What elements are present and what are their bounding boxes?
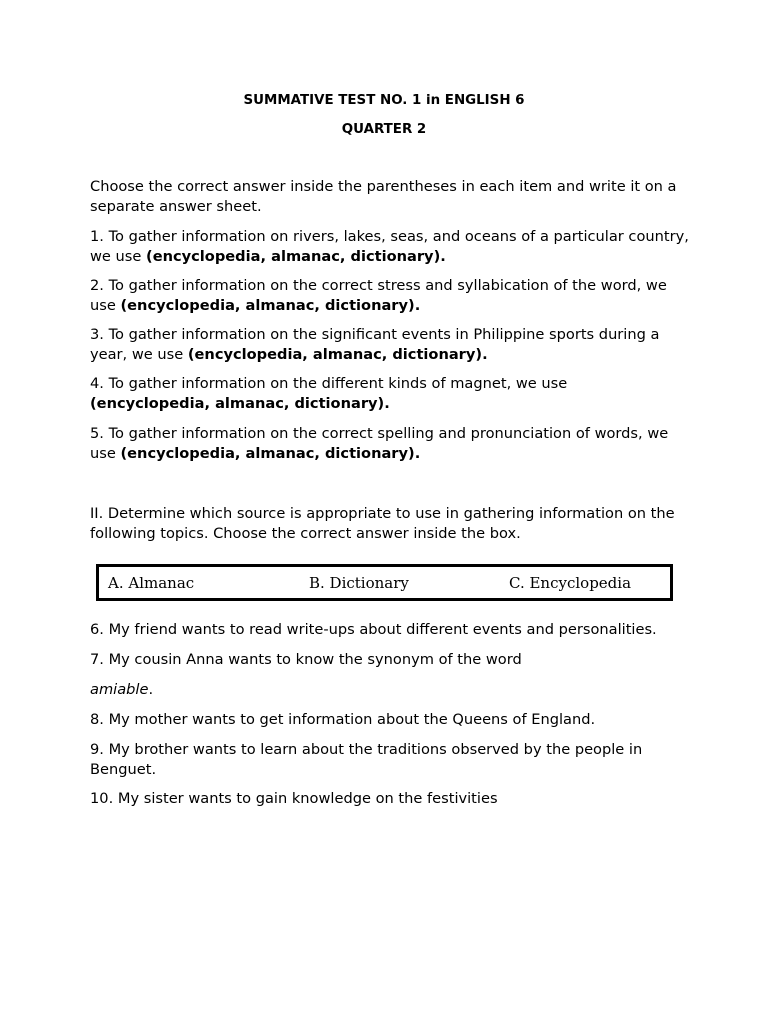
question-text: 1. To gather information on rivers, lakes, seas, and oceans of a particular country, we use	[90, 228, 689, 265]
choice-almanac: A. Almanac	[108, 574, 195, 592]
question-text: 4. To gather information on the different kinds of magnet, we use	[90, 375, 568, 392]
question-choices: (encyclopedia, almanac, dictionary).	[120, 296, 421, 314]
question-6: 6. My friend wants to read write-ups about different events and personalities.	[90, 621, 657, 638]
question-text: 5. To gather information on the correct spelling and pronunciation of words, we use	[90, 425, 669, 462]
question-1	[90, 227, 690, 266]
question-choices: (encyclopedia, almanac, dictionary).	[120, 444, 421, 462]
question-choices: (encyclopedia, almanac, dictionary).	[146, 247, 446, 265]
choice-dictionary: B. Dictionary	[309, 574, 409, 592]
question-4	[90, 374, 610, 413]
question-8: 8. My mother wants to get information about the Queens of England.	[90, 711, 596, 728]
question-7: 7. My cousin Anna wants to know the synonym of the word	[90, 651, 522, 668]
question-3	[90, 325, 690, 364]
question-choices: (encyclopedia, almanac, dictionary).	[90, 394, 390, 412]
question-text: 3. To gather information on the significant events in Philippine sports during a year, we use	[90, 326, 660, 363]
question-text: 2. To gather information on the correct stress and syllabication of the word, we use	[90, 277, 667, 314]
question-5	[90, 424, 690, 463]
vocabulary-word: amiable	[90, 681, 149, 698]
part1-instructions: Choose the correct answer inside the parentheses in each item and write it on a separate answer sheet.	[90, 178, 677, 215]
answer-choices-box	[96, 564, 673, 601]
choice-encyclopedia: C. Encyclopedia	[509, 574, 632, 592]
part2-instructions: II. Determine which source is appropriate to use in gathering information on the following topics. Choose the correct answer inside the box.	[90, 505, 675, 542]
question-7-period: .	[148, 681, 154, 698]
page-subtitle: QUARTER 2	[341, 122, 427, 137]
question-7-word	[90, 680, 690, 700]
page-title: SUMMATIVE TEST NO. 1 in ENGLISH 6	[243, 93, 525, 108]
question-9: 9. My brother wants to learn about the traditions observed by the people in Benguet.	[90, 741, 643, 778]
question-2	[90, 276, 690, 315]
question-choices: (encyclopedia, almanac, dictionary).	[187, 345, 488, 363]
question-10: 10. My sister wants to gain knowledge on the festivities	[90, 790, 498, 807]
